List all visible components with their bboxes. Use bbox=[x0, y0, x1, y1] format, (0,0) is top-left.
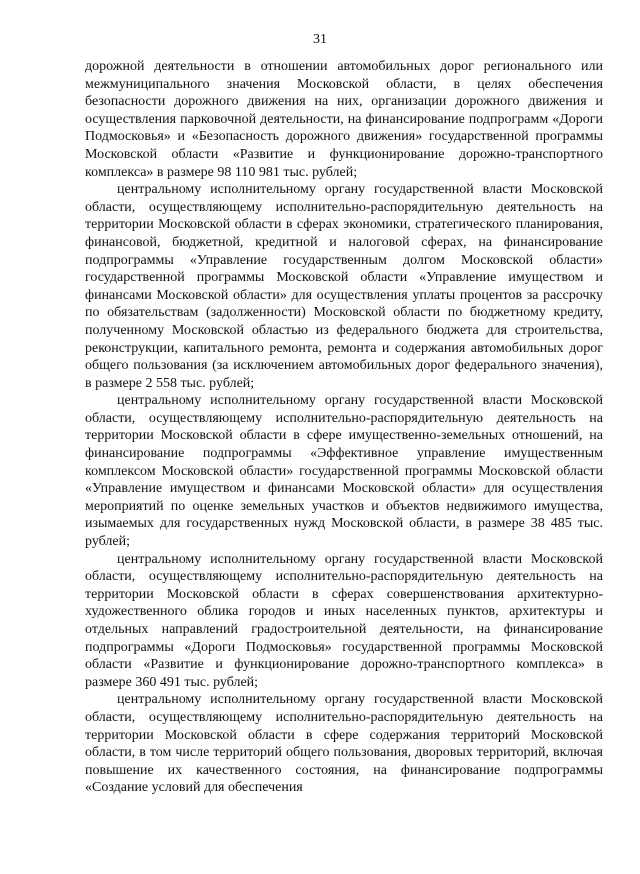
paragraph: центральному исполнительному органу государственной власти Московской области, осуществляющему исполнительно-распорядительную деятельность на территории Московской области в сферах экономики, стратегического планирования, финансовой, бюджетной, кредитной и налоговой сферах, на финансирование подпрограммы «Управление государственным долгом Московской области» государственной программы Московской области «Управление имуществом и финансами Московской области» для осуществления уплаты процентов за рассрочку по обязательствам (задолженности) Московской области по бюджетному кредиту, полученному Московской областью из федерального бюджета для строительства, реконструкции, капитального ремонта, ремонта и содержания автомобильных дорог общего пользования (за исключением автомобильных дорог федерального значения), в размере 2 558 тыс. рублей; bbox=[85, 182, 603, 391]
page-number: 31 bbox=[313, 32, 327, 47]
paragraph: центральному исполнительному органу государственной власти Московской области, осуществляющему исполнительно-распорядительную деятельность на территории Московской области в сфере содержания территорий Московской области, в том числе территорий общего пользования, дворовых территорий, включая повышение их качественного состояния, на финансирование подпрограммы «Создание условий для обеспечения bbox=[85, 692, 603, 796]
paragraph-continuation: дорожной деятельности в отношении автомобильных дорог регионального или межмуниципального значения Московской области, в целях обеспечения безопасности дорожного движения на них, организации дорожного движения и осуществления парковочной деятельности, на финансирование подпрограмм «Дороги Подмосковья» и «Безопасность дорожного движения» государственной программы Московской области «Развитие и функционирование дорожно-транспортного комплекса» в размере 98 110 981 тыс. рублей; bbox=[85, 59, 603, 180]
paragraph: центральному исполнительному органу государственной власти Московской области, осуществляющему исполнительно-распорядительную деятельность на территории Московской области в сфере имущественно-земельных отношений, на финансирование подпрограммы «Эффективное управление имущественным комплексом Московской области» государственной программы Московской области «Управление имуществом и финансами Московской области» для осуществления мероприятий по оценке земельных участков и объектов недвижимого имущества, изымаемых для государственных нужд Московской области, в размере 38 485 тыс. рублей; bbox=[85, 393, 603, 550]
document-body bbox=[85, 58, 603, 797]
paragraph: центральному исполнительному органу государственной власти Московской области, осуществляющему исполнительно-распорядительную деятельность на территории Московской области в сферах совершенствования архитектурно-художественного облика городов и иных населенных пунктов, архитектуры и отдельных направлений градостроительной деятельности, на финансирование подпрограммы «Дороги Подмосковья» государственной программы Московской области «Развитие и функционирование дорожно-транспортного комплекса» в размере 360 491 тыс. рублей; bbox=[85, 551, 603, 690]
